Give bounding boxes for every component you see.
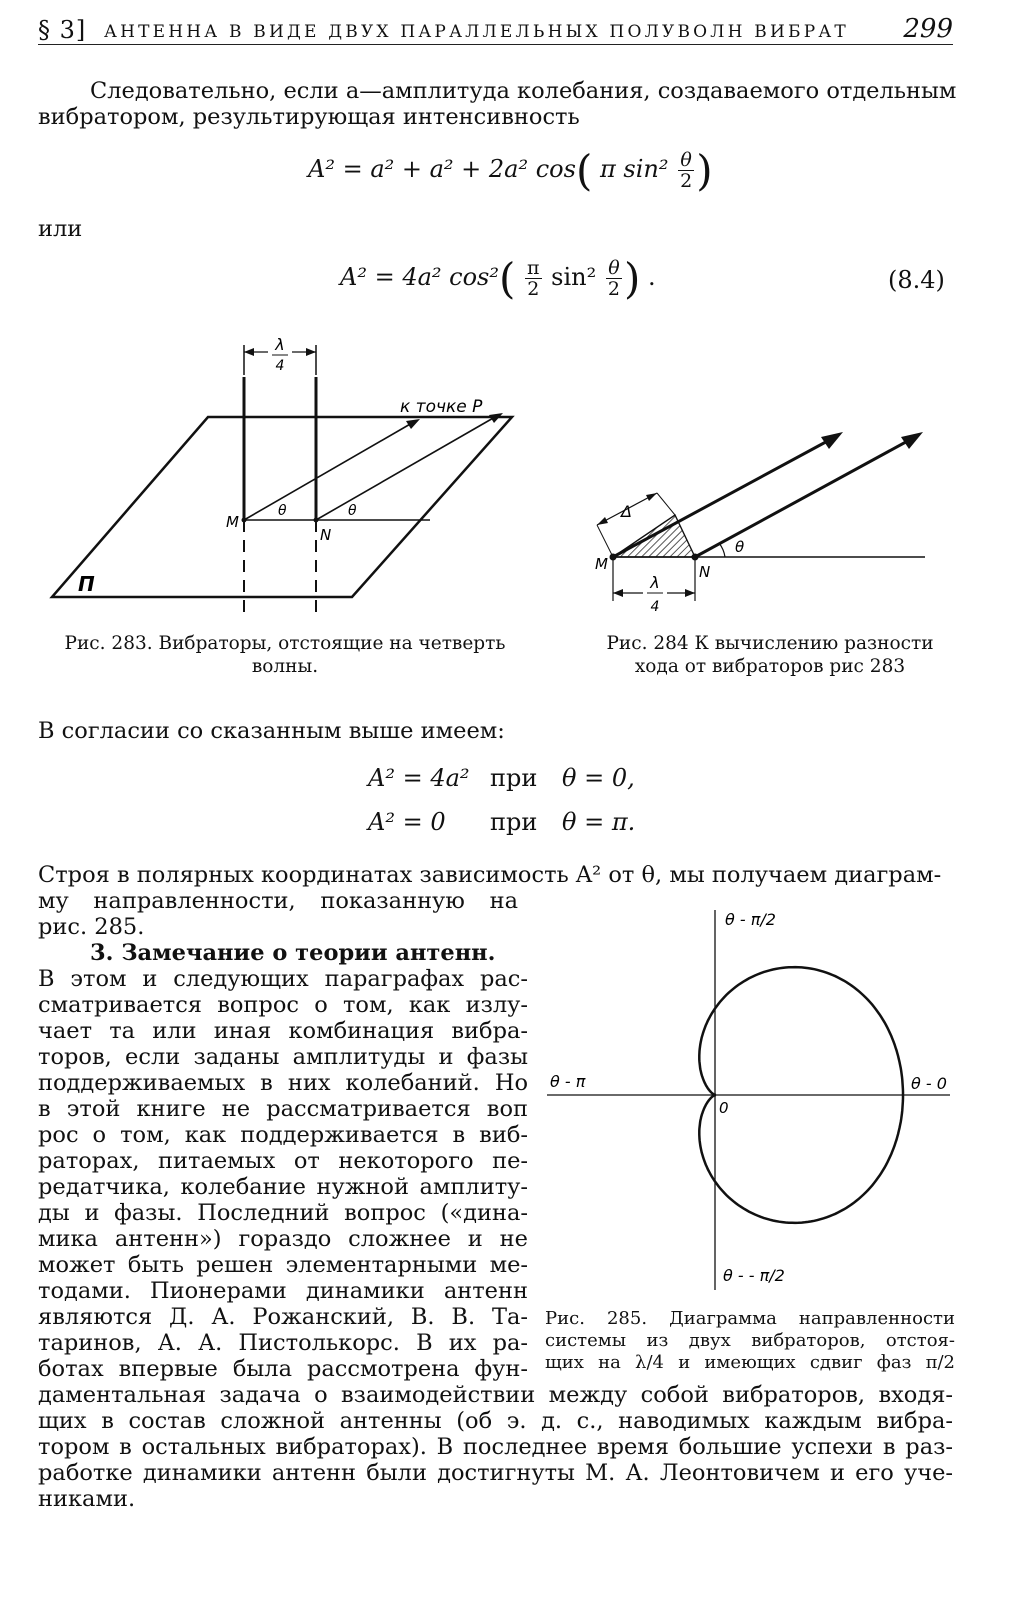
label-left: θ - π	[550, 1072, 586, 1091]
paragraph-line: Строя в полярных координатах зависимость A² от θ, мы получаем диаграм-	[38, 862, 942, 888]
paragraph-5-block	[38, 1382, 953, 1512]
formula-2: A² = 4a² cos²( $\frac{\pi}{2}$ sin² $\frac{\theta}{2}$ ) .	[340, 254, 656, 303]
paragraph-line: му направленности, показанную на	[38, 888, 518, 914]
paragraph-line: тором в остальных вибраторах). В последнее время большие успехи в раз-	[38, 1434, 953, 1460]
paragraph-line: щих в состав сложной антенны (об э. д. с., наводимых каждым вибра-	[38, 1408, 953, 1434]
header-section: § 3]	[38, 16, 87, 44]
label-right: θ - 0	[911, 1074, 947, 1093]
label-plane: П	[78, 572, 95, 596]
figure-283	[40, 335, 530, 625]
paragraph-line: ботах впервые была рассмотрена фун-	[38, 1356, 528, 1382]
paragraph-line: вибратором, результирующая интенсивность	[38, 104, 580, 130]
figure-285-caption: Рис. 285. Диаграмма направленности системы из двух вибраторов, отстоя- щих на λ/4 и имеющих сдвиг фаз π/2	[545, 1308, 955, 1373]
paragraph-3-block	[38, 888, 518, 940]
paragraph-4-block	[38, 966, 528, 1382]
label-four: 4	[650, 599, 660, 615]
label-theta: θ	[278, 503, 287, 519]
label-bottom: θ - - π/2	[723, 1266, 785, 1285]
label-N: N	[699, 563, 711, 581]
figure-284	[585, 415, 965, 625]
paragraph-line: торов, если заданы амплитуды и фазы	[38, 1044, 528, 1070]
or-word: или	[38, 216, 83, 242]
section-heading: 3. Замечание о теории антенн.	[90, 940, 496, 966]
paragraph-line: ды и фазы. Последний вопрос («дина-	[38, 1200, 528, 1226]
paragraph-line: никами.	[38, 1486, 136, 1512]
running-header	[38, 10, 953, 45]
label-theta: θ	[348, 503, 357, 519]
paragraph-line: поддерживаемых в них колебаний. Но	[38, 1070, 528, 1096]
figure-284-caption: Рис. 284 К вычислению разности хода от вибраторов рис 283	[606, 633, 934, 677]
label-M: M	[226, 513, 239, 531]
paragraph-line: может быть решен элементарными ме-	[38, 1252, 528, 1278]
label-N: N	[320, 526, 332, 544]
paragraph-line: рис. 285.	[38, 914, 145, 940]
paragraph-line: являются Д. А. Рожанский, В. В. Та-	[38, 1304, 528, 1330]
label-top: θ - π/2	[725, 910, 776, 929]
figure-283-caption: Рис. 283. Вибраторы, отстоящие на четверть волны.	[64, 633, 506, 677]
paragraph-line: работке динамики антенн были достигнуты М. А. Леонтовичем и его уче-	[38, 1460, 953, 1486]
paragraph-line: тодами. Пионерами динамики антенн	[38, 1278, 528, 1304]
paragraph-line: рос о том, как поддерживается в виб-	[38, 1122, 528, 1148]
paragraph-line: Следовательно, если a—амплитуда колебания, создаваемого отдельным	[90, 78, 957, 104]
label-to-point-p: к точке P	[400, 397, 483, 417]
label-lambda: λ	[275, 335, 285, 354]
paragraph-line: таринов, А. А. Пистолькорс. В их ра-	[38, 1330, 528, 1356]
paragraph-line: даментальная задача о взаимодействии между собой вибраторов, входя-	[38, 1382, 953, 1408]
formula-1: A² = a² + a² + 2a² cos( π sin² $\frac{\theta}{2}$ )	[308, 146, 713, 195]
paragraph-line: в этой книге не рассматривается воп	[38, 1096, 528, 1122]
paragraph-line: мика антенн») гораздо сложнее и не	[38, 1226, 528, 1252]
paragraph-line: редатчика, колебание нужной амплиту-	[38, 1174, 528, 1200]
paragraph-line: сматривается вопрос о том, как излу-	[38, 992, 528, 1018]
label-four: 4	[275, 358, 285, 374]
label-origin: 0	[719, 1099, 729, 1117]
figure-285	[545, 905, 955, 1300]
paragraph-line: раторах, питаемых от некоторого пе-	[38, 1148, 528, 1174]
paragraph-line: В согласии со сказанным выше имеем:	[38, 718, 505, 744]
paragraph-line: чает та или иная комбинация вибра-	[38, 1018, 528, 1044]
label-delta: Δ	[621, 502, 632, 521]
header-title: АНТЕННА В ВИДЕ ДВУХ ПАРАЛЛЕЛЬНЫХ ПОЛУВОЛН ВИБРАТ	[104, 22, 849, 42]
label-theta: θ	[735, 538, 745, 556]
label-M: M	[595, 555, 608, 573]
page-number: 299	[903, 14, 953, 44]
equation-number: (8.4)	[888, 266, 945, 294]
paragraph-line: В этом и следующих параграфах рас-	[38, 966, 528, 992]
label-lambda: λ	[650, 573, 660, 592]
